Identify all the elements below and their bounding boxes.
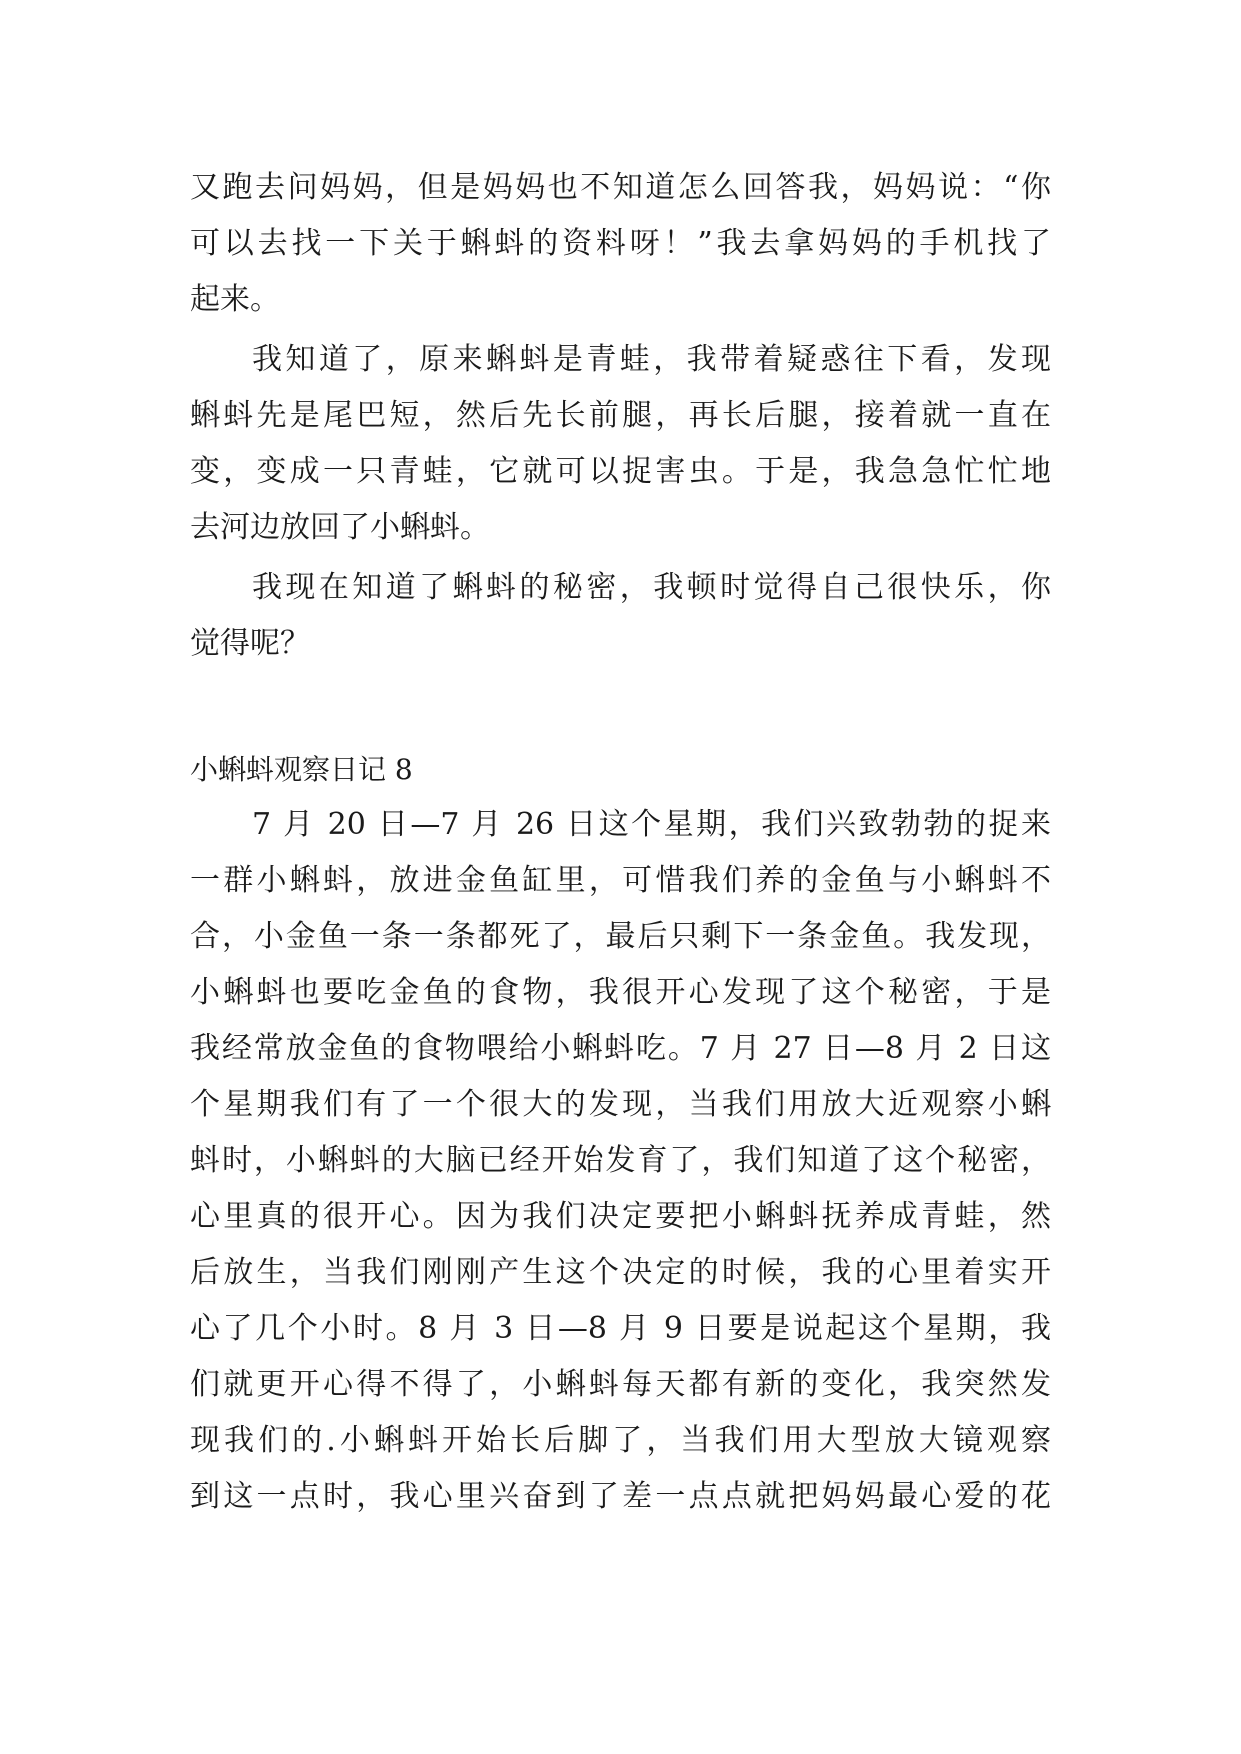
text-line: 觉得呢？ <box>190 626 310 661</box>
paragraph-4 <box>190 797 1051 1525</box>
paragraph-2 <box>190 332 1051 556</box>
text-line: 们就更开心得不得了，小蝌蚪每天都有新的变化，我突然发 <box>190 1367 1051 1402</box>
text-line: 7 月 20 日—7 月 26 日这个星期，我们兴致勃勃的捉来 <box>252 807 1051 842</box>
text-line: 现我们的.小蝌蚪开始长后脚了，当我们用大型放大镜观察 <box>190 1423 1051 1458</box>
text-line: 又跑去问妈妈，但是妈妈也不知道怎么回答我，妈妈说：“你 <box>190 170 1051 205</box>
text-line: 一群小蝌蚪，放进金鱼缸里，可惜我们养的金鱼与小蝌蚪不 <box>190 863 1051 898</box>
text-line: 蚪时，小蝌蚪的大脑已经开始发育了，我们知道了这个秘密， <box>190 1143 1051 1178</box>
paragraph-1 <box>190 160 1051 328</box>
text-line: 起来。 <box>190 282 280 317</box>
text-line: 变，变成一只青蛙，它就可以捉害虫。于是，我急急忙忙地 <box>190 454 1051 489</box>
text-line: 小蝌蚪也要吃金鱼的食物，我很开心发现了这个秘密，于是 <box>190 975 1051 1010</box>
text-line: 心里真的很开心。因为我们决定要把小蝌蚪抚养成青蛙，然 <box>190 1199 1051 1234</box>
text-line: 可以去找一下关于蝌蚪的资料呀！”我去拿妈妈的手机找了 <box>190 226 1051 261</box>
text-line: 个星期我们有了一个很大的发现，当我们用放大近观察小蝌 <box>190 1087 1051 1122</box>
text-line: 我经常放金鱼的食物喂给小蝌蚪吃。7 月 27 日—8 月 2 日这 <box>190 1031 1051 1066</box>
text-line: 我现在知道了蝌蚪的秘密，我顿时觉得自己很快乐，你 <box>252 570 1051 605</box>
text-line: 蝌蚪先是尾巴短，然后先长前腿，再长后腿，接着就一直在 <box>190 398 1051 433</box>
text-line: 去河边放回了小蝌蚪。 <box>190 510 490 545</box>
text-line: 到这一点时，我心里兴奋到了差一点点就把妈妈最心爱的花 <box>190 1479 1051 1514</box>
paragraph-3 <box>190 560 1051 672</box>
text-line: 我知道了，原来蝌蚪是青蛙，我带着疑惑往下看，发现 <box>252 342 1051 377</box>
section-title: 小蝌蚪观察日记 8 <box>190 753 413 786</box>
section-title-block <box>190 742 1051 798</box>
text-line: 心了几个小时。8 月 3 日—8 月 9 日要是说起这个星期，我 <box>190 1311 1051 1346</box>
text-line: 后放生，当我们刚刚产生这个决定的时候，我的心里着实开 <box>190 1255 1051 1290</box>
text-line: 合，小金鱼一条一条都死了，最后只剩下一条金鱼。我发现， <box>190 919 1051 954</box>
